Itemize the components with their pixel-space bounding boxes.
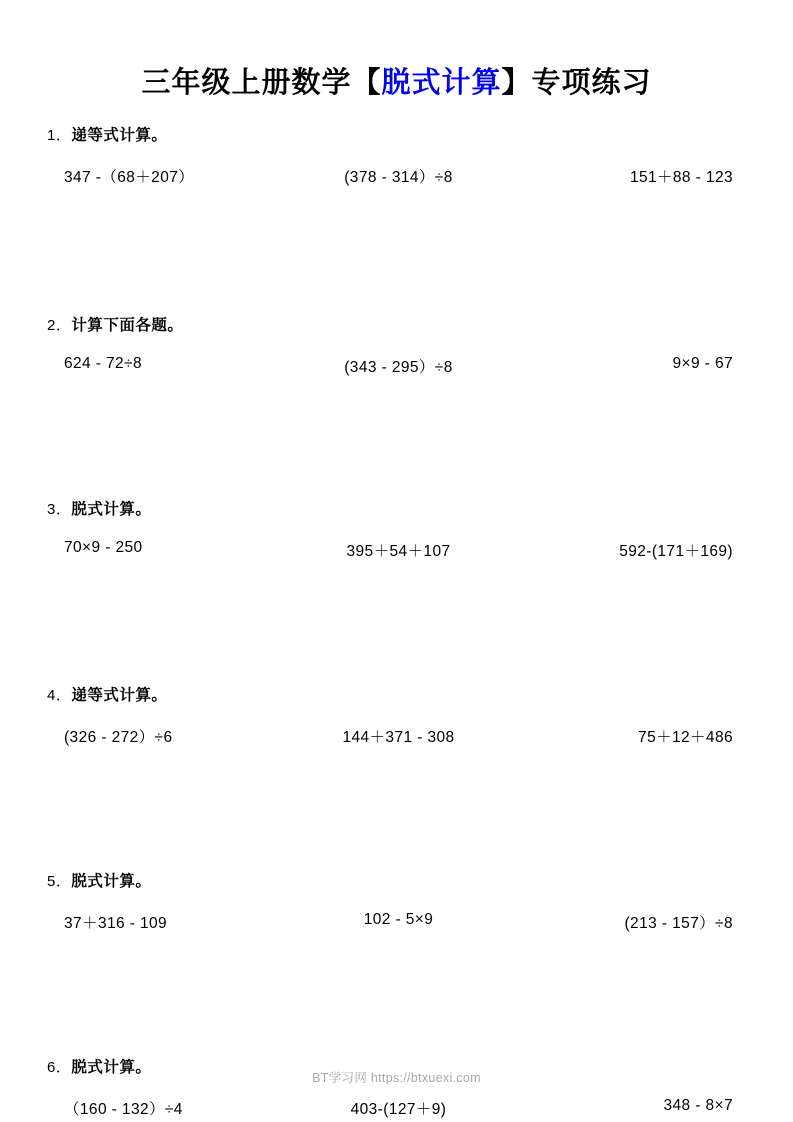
section-2 [46, 313, 747, 377]
title-suffix: 专项练习 [531, 67, 652, 99]
section-5-number: 5． [47, 873, 72, 890]
section-6 [46, 1055, 747, 1119]
section-3-heading [47, 497, 747, 519]
section-5 [46, 869, 747, 933]
section-1-problems [46, 165, 747, 187]
problem-4-1: (326 - 272）÷6 [64, 729, 173, 746]
problem-2-3: 9×9 - 67 [672, 355, 733, 372]
problem-1-3: 151＋88 - 123 [629, 169, 733, 186]
section-1-title: 递等式计算。 [71, 127, 168, 144]
section-2-number: 2． [47, 317, 72, 334]
section-5-title: 脱式计算。 [71, 873, 152, 890]
problem-5-3: (213 - 157）÷8 [624, 915, 733, 932]
problem-5-2: 102 - 5×9 [363, 911, 434, 928]
section-5-problems [46, 911, 747, 933]
problem-2-1: 624 - 72÷8 [64, 355, 143, 372]
problem-5-1: 37＋316 - 109 [64, 915, 168, 932]
footer-watermark: BT学习网 https://btxuexi.com [312, 1071, 481, 1085]
section-2-heading [47, 313, 747, 335]
section-3 [46, 497, 747, 561]
section-3-problems [46, 539, 747, 561]
section-4-heading [47, 683, 747, 705]
problem-1-2: (378 - 314）÷8 [344, 169, 453, 186]
section-3-title: 脱式计算。 [71, 501, 152, 518]
section-1 [46, 123, 747, 187]
section-5-heading [47, 869, 747, 891]
section-2-problems [46, 355, 747, 377]
problem-1-1: 347 -（68＋207） [64, 169, 195, 186]
problem-4-2: 144＋371 - 308 [342, 729, 455, 746]
problem-6-1: （160 - 132）÷4 [64, 1101, 183, 1118]
section-1-number: 1． [47, 127, 72, 144]
title-highlight: 脱式计算 [381, 67, 502, 99]
problem-2-2: (343 - 295）÷8 [344, 359, 453, 376]
section-4 [46, 683, 747, 747]
section-4-title: 递等式计算。 [71, 687, 168, 704]
page-title [46, 60, 747, 101]
problem-3-1: 70×9 - 250 [64, 539, 143, 556]
section-3-number: 3． [47, 501, 72, 518]
title-bracket-open: 【 [351, 67, 382, 99]
section-2-title: 计算下面各题。 [71, 317, 184, 334]
section-6-title: 脱式计算。 [71, 1059, 152, 1076]
section-4-number: 4． [47, 687, 72, 704]
title-prefix: 三年级上册数学 [141, 67, 352, 99]
problem-3-3: 592-(171＋169) [619, 543, 733, 560]
problem-6-2: 403-(127＋9) [350, 1101, 447, 1118]
section-4-problems [46, 725, 747, 747]
problem-3-2: 395＋54＋107 [346, 543, 451, 560]
section-6-number: 6． [47, 1059, 72, 1076]
problem-4-3: 75＋12＋486 [638, 729, 733, 746]
section-6-problems [46, 1097, 747, 1119]
title-bracket-close: 】 [501, 67, 532, 99]
section-1-heading [47, 123, 747, 145]
problem-6-3: 348 - 8×7 [663, 1097, 733, 1114]
